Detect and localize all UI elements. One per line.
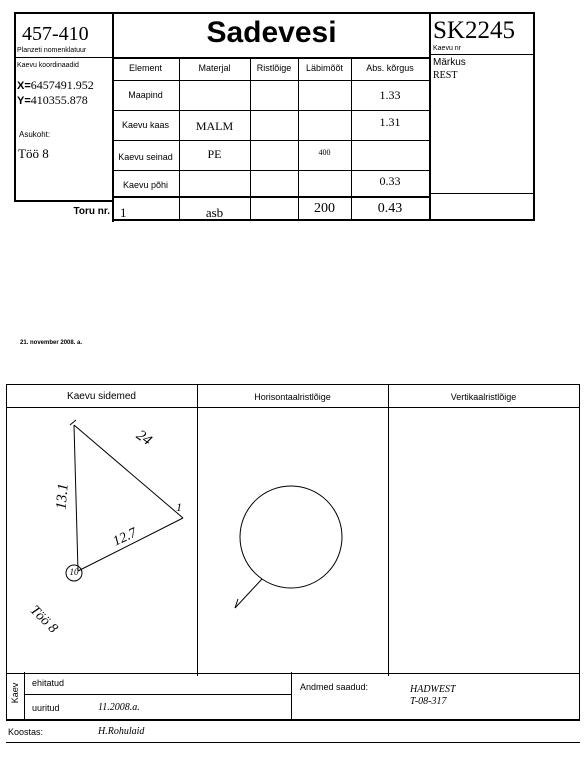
dimension-label-bottom: 12.7 (110, 525, 140, 550)
row-element: Kaevu põhi (122, 180, 169, 190)
street-note: Töö 8 (26, 602, 61, 637)
source-value-line1: HADWEST (410, 684, 456, 695)
x-coordinate (17, 78, 94, 93)
col-title-well-ties: Kaevu sidemed (67, 391, 136, 402)
col-header-material: Materjal (198, 63, 231, 73)
well-side-label: Kaev (10, 682, 20, 704)
well-marker-label: 10 (69, 567, 79, 577)
col-title-vertical-section: Vertikaalristlõige (450, 392, 517, 402)
row-height: 1.33 (379, 88, 401, 102)
row-height: 0.33 (379, 174, 401, 188)
y-value: 410355.878 (30, 93, 88, 107)
row-height: 1.31 (379, 115, 401, 129)
col-title-horizontal-section: Horisontaalristlõige (254, 392, 331, 402)
pipe-material: asb (205, 205, 224, 220)
pipe-number: 1 (120, 205, 127, 220)
source-value-line2: T-08-317 (410, 696, 447, 707)
row-element: Kaevu kaas (121, 120, 170, 130)
remarks-value: REST (433, 70, 458, 81)
row-element: Kaevu seinad (118, 152, 173, 162)
compiled-value: H.Rohulaid (98, 726, 145, 737)
dimension-label-top: 24 (133, 427, 155, 449)
pipe-diameter: 200 (314, 201, 335, 216)
pipe-height: 0.43 (377, 201, 403, 216)
x-value: 6457491.952 (30, 78, 94, 92)
coordinates-title: Kaevu koordinaadid (17, 62, 79, 69)
sheet-number: 457-410 (22, 23, 89, 45)
well-cross-section-circle (240, 486, 342, 588)
remarks-label: Märkus (433, 57, 466, 68)
pipe-label: Toru nr. (73, 206, 110, 217)
compiled-label: Koostas: (8, 727, 44, 737)
col-header-abs-height: Abs. kõrgus (366, 63, 414, 73)
built-label: ehitatud (32, 678, 65, 688)
document-title: Sadevesi (206, 16, 337, 49)
row-diameter: 400 (318, 148, 331, 157)
dimension-label-left: 13.1 (53, 482, 72, 511)
footer (0, 672, 586, 760)
source-label: Andmed saadud: (300, 682, 369, 692)
sheet-number-caption: Planzeti nomenklatuur (17, 47, 87, 54)
location-value: Töö 8 (18, 146, 49, 161)
row-element: Maapind (128, 90, 163, 100)
well-ties-sketch (0, 380, 200, 670)
horizontal-section-sketch (197, 380, 388, 670)
well-number: SK2245 (433, 17, 515, 44)
col-header-cross-section: Ristlõige (256, 63, 292, 73)
y-label: Y= (17, 95, 31, 107)
row-material: MALM (195, 119, 234, 133)
col-header-diameter: Läbimõõt (305, 63, 344, 73)
row-material: PE (207, 147, 222, 161)
x-label: X= (17, 80, 31, 92)
surveyed-value: 11.2008.a. (98, 702, 140, 713)
pipe-mark-label: 1 (176, 500, 182, 514)
header-form (0, 0, 586, 230)
y-coordinate (17, 93, 88, 108)
col-header-element: Element (128, 63, 163, 73)
location-label: Asukoht: (19, 130, 51, 139)
well-number-caption: Kaevu nr (433, 45, 462, 52)
surveyed-label: uuritud (32, 703, 60, 713)
date-line: 21. november 2008. a. (20, 340, 83, 346)
